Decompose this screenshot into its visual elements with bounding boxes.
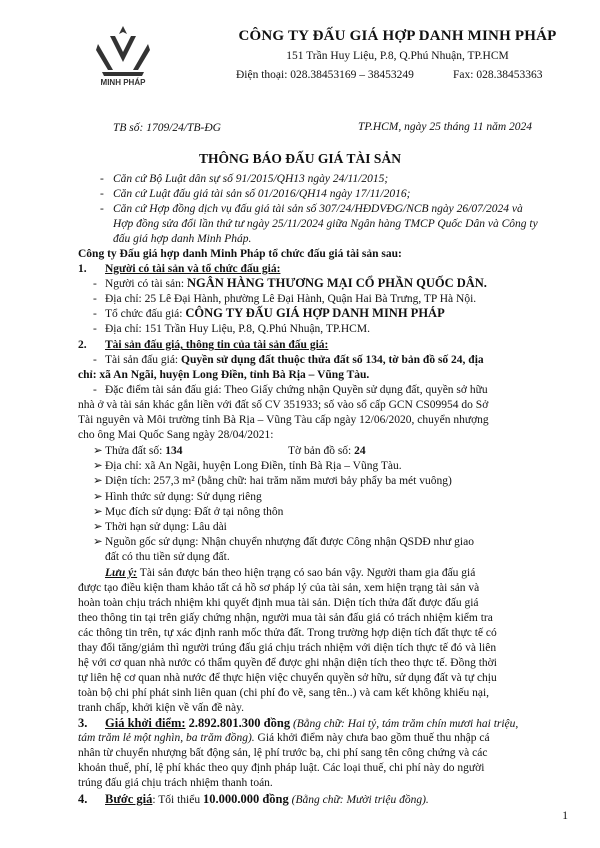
note-row: Lưu ý: Tài sản được bán theo hiện trạng có sao bán vậy. Người tham gia đấu giá	[105, 567, 476, 579]
intro-text: Công ty Đấu giá hợp danh Minh Pháp tổ chức đấu giá tài sản sau:	[78, 248, 402, 260]
price-note-line: khoản thuế, phí, lệ phí khác theo quy định pháp luật. Các loại thuế, chi phí này do người	[78, 762, 485, 774]
parcel-number: Thửa đất số: 134	[105, 445, 183, 457]
owner-address: Địa chỉ: 25 Lê Đại Hành, phường Lê Đại Hành, Quận Hai Bà Trưng, TP Hà Nội.	[105, 293, 477, 305]
starting-price-row	[105, 716, 518, 732]
bullet: -	[93, 293, 97, 305]
bid-step-words: (Bằng chữ: Mười triệu đồng).	[288, 794, 429, 806]
asset-row: Tài sản đấu giá: Quyền sử dụng đất thuộc thửa đất số 134, tờ bản đồ số 24, địa	[105, 354, 484, 366]
owner-name: NGÂN HÀNG THƯƠNG MẠI CỔ PHẦN QUỐC DÂN.	[186, 276, 487, 290]
bullet: -	[93, 278, 97, 290]
bid-step-amount: 10.000.000 đồng	[202, 792, 289, 806]
bullet-arrow: ➢	[93, 475, 103, 487]
section-3-heading: Giá khởi điểm:	[105, 716, 186, 730]
bullet: -	[93, 384, 97, 396]
section-1-number: 1.	[78, 263, 87, 275]
usage-purpose: Mục đích sử dụng: Đất ở tại nông thôn	[105, 506, 284, 518]
usage-origin-cont: đất có thu tiền sử dụng đất.	[105, 551, 230, 563]
note-line: tự liên hệ cơ quan nhà nước để thực hiện việc chuyển quyền sở hữu, sử dụng đất và tự chịu	[78, 672, 497, 684]
bullet-arrow: ➢	[93, 491, 103, 503]
document-title: THÔNG BÁO ĐẤU GIÁ TÀI SẢN	[199, 151, 401, 166]
asset-features-cont: nhà ở và tài sản khác gắn liền với đất số CV 351933; số vào sổ cấp GCN CS09954 do Sở	[78, 399, 489, 411]
section-2-number: 2.	[78, 339, 87, 351]
asset-description-cont: chỉ: xã An Ngãi, huyện Long Điền, tỉnh Bà Rịa – Vũng Tàu.	[78, 369, 370, 381]
section-3-number: 3.	[78, 716, 88, 730]
basis-dash: -	[100, 203, 104, 215]
note-line: được tạo điều kiện tham khảo tất cả hồ sơ pháp lý của tài sản, xem hiện trạng tài sản và	[78, 582, 480, 594]
note-line: hoàn toàn chịu trách nhiệm khi quyết định mua tài sản. Diện tích thửa đất được đấu giá	[78, 597, 479, 609]
asset-features: Đặc điểm tài sản đấu giá: Theo Giấy chứng nhận Quyền sử dụng đất, quyền sở hữu	[105, 384, 488, 396]
company-fax: Fax: 028.38453363	[453, 69, 543, 81]
bullet-arrow: ➢	[93, 536, 103, 548]
basis-2: Căn cứ Luật đấu giá tài sản số 01/2016/QH14 ngày 17/11/2016;	[113, 188, 411, 200]
basis-dash: -	[100, 173, 104, 185]
price-note-line: trúng đấu giá chịu trách nhiệm thanh toán.	[78, 777, 273, 789]
basis-3-cont: đấu giá hợp danh Minh Pháp.	[113, 233, 252, 245]
section-2-heading: Tài sản đấu giá, thông tin của tài sản đấu giá:	[105, 339, 329, 351]
basis-dash: -	[100, 188, 104, 200]
organizer-address: Địa chỉ: 151 Trần Huy Liệu, P.8, Q.Phú Nhuận, TP.HCM.	[105, 323, 370, 335]
bullet: -	[93, 308, 97, 320]
company-phone: Điện thoại: 028.38453169 – 38453249	[236, 69, 414, 81]
usage-origin: Nguồn gốc sử dụng: Nhận chuyển nhượng đất được Công nhận QSDĐ như giao	[105, 536, 474, 548]
usage-term: Thời hạn sử dụng: Lâu dài	[105, 521, 227, 533]
bullet-arrow: ➢	[93, 460, 103, 472]
note-line: toàn bộ chi phí phát sinh liên quan (chi phí đo vẽ, sang tên..) và cam kết không khiếu nại,	[78, 687, 490, 699]
note-line: hệ với cơ quan nhà nước có thẩm quyền để được ghi nhận diện tích theo thực tế. Đồng thời	[78, 657, 497, 669]
bullet-arrow: ➢	[93, 445, 103, 457]
asset-location: Địa chỉ: xã An Ngãi, huyện Long Điền, tỉnh Bà Rịa – Vũng Tàu.	[105, 460, 402, 472]
document-date: TP.HCM, ngày 25 tháng 11 năm 2024	[358, 121, 532, 133]
note-label: Lưu ý:	[105, 567, 138, 579]
starting-price-words: (Bằng chữ: Hai tỷ, tám trăm chín mươi hai triệu,	[290, 718, 519, 730]
price-note-line: nhân từ chuyển nhượng bất động sản, lệ phí trước bạ, chi phí sang tên công chứng và các	[78, 747, 488, 759]
section-4-heading: Bước giá	[105, 792, 153, 806]
page-number: 1	[562, 810, 568, 822]
logo-text: MINH PHÁP	[100, 78, 146, 87]
company-logo	[88, 22, 158, 92]
note-line: thay đổi tăng/giảm thì người trúng đấu giá chịu trách nhiệm với diện tích thực tế đó và liên	[78, 642, 497, 654]
organizer-name: CÔNG TY ĐẤU GIÁ HỢP DANH MINH PHÁP	[185, 306, 445, 320]
basis-3-cont: Hợp đồng sửa đổi lần thứ tư ngày 25/11/2024 giữa Ngân hàng TMCP Quốc Dân và Công ty	[113, 218, 538, 230]
section-4-number: 4.	[78, 792, 88, 806]
starting-price-row-2: tám trăm lẻ một nghìn, ba trăm đồng). Giá khởi điểm này chưa bao gồm thuế thu nhập cá	[78, 732, 490, 744]
organizer-row: Tổ chức đấu giá: CÔNG TY ĐẤU GIÁ HỢP DANH MINH PHÁP	[105, 306, 445, 320]
asset-description: Quyền sử dụng đất thuộc thửa đất số 134, tờ bản đồ số 24, địa	[181, 354, 484, 366]
bullet-arrow: ➢	[93, 521, 103, 533]
company-name: CÔNG TY ĐẤU GIÁ HỢP DANH MINH PHÁP	[238, 28, 557, 44]
bid-step-row: Bước giá: Tối thiểu 10.000.000 đồng (Bằng chữ: Mười triệu đồng).	[105, 792, 429, 806]
note-line: theo thông tin tại trên giấy chứng nhận, người mua tài sản đấu giá có trách nhiệm kiểm tra	[78, 612, 493, 624]
asset-features-cont: cho ông Mai Quốc Sang ngày 28/04/2021:	[78, 429, 274, 441]
asset-area: Diện tích: 257,3 m² (bằng chữ: hai trăm năm mươi bảy phẩy ba mét vuông)	[105, 475, 452, 487]
section-1-heading: Người có tài sản và tổ chức đấu giá:	[105, 263, 281, 275]
note-line: các thông tin trên, tự xác định ranh mốc thửa đất. Trong trường hợp diện tích đất thực tế có	[78, 627, 497, 639]
basis-3: Căn cứ Hợp đồng dịch vụ đấu giá tài sản số 307/24/HĐDVĐG/NCB ngày 26/07/2024 và	[113, 203, 523, 215]
note-line: tranh chấp, khởi kiện về vấn đề này.	[78, 702, 244, 714]
bullet: -	[93, 323, 97, 335]
asset-features-cont: Tài nguyên và Môi trường tỉnh Bà Rịa – Vũng Tàu cấp ngày 12/06/2020, chuyển nhượng	[78, 414, 489, 426]
starting-price: 2.892.801.300 đồng	[185, 716, 291, 730]
bullet-arrow: ➢	[93, 506, 103, 518]
usage-form: Hình thức sử dụng: Sử dụng riêng	[105, 491, 262, 503]
bullet: -	[93, 354, 97, 366]
company-address: 151 Trần Huy Liệu, P.8, Q.Phú Nhuận, TP.HCM	[286, 50, 509, 62]
owner-row: Người có tài sản: NGÂN HÀNG THƯƠNG MẠI CỔ PHẦN QUỐC DÂN.	[105, 276, 487, 290]
basis-1: Căn cứ Bộ Luật dân sự số 91/2015/QH13 ngày 24/11/2015;	[113, 173, 389, 185]
map-number: Tờ bản đồ số: 24	[288, 445, 366, 457]
reference-number: TB số: 1709/24/TB-ĐG	[113, 122, 221, 134]
